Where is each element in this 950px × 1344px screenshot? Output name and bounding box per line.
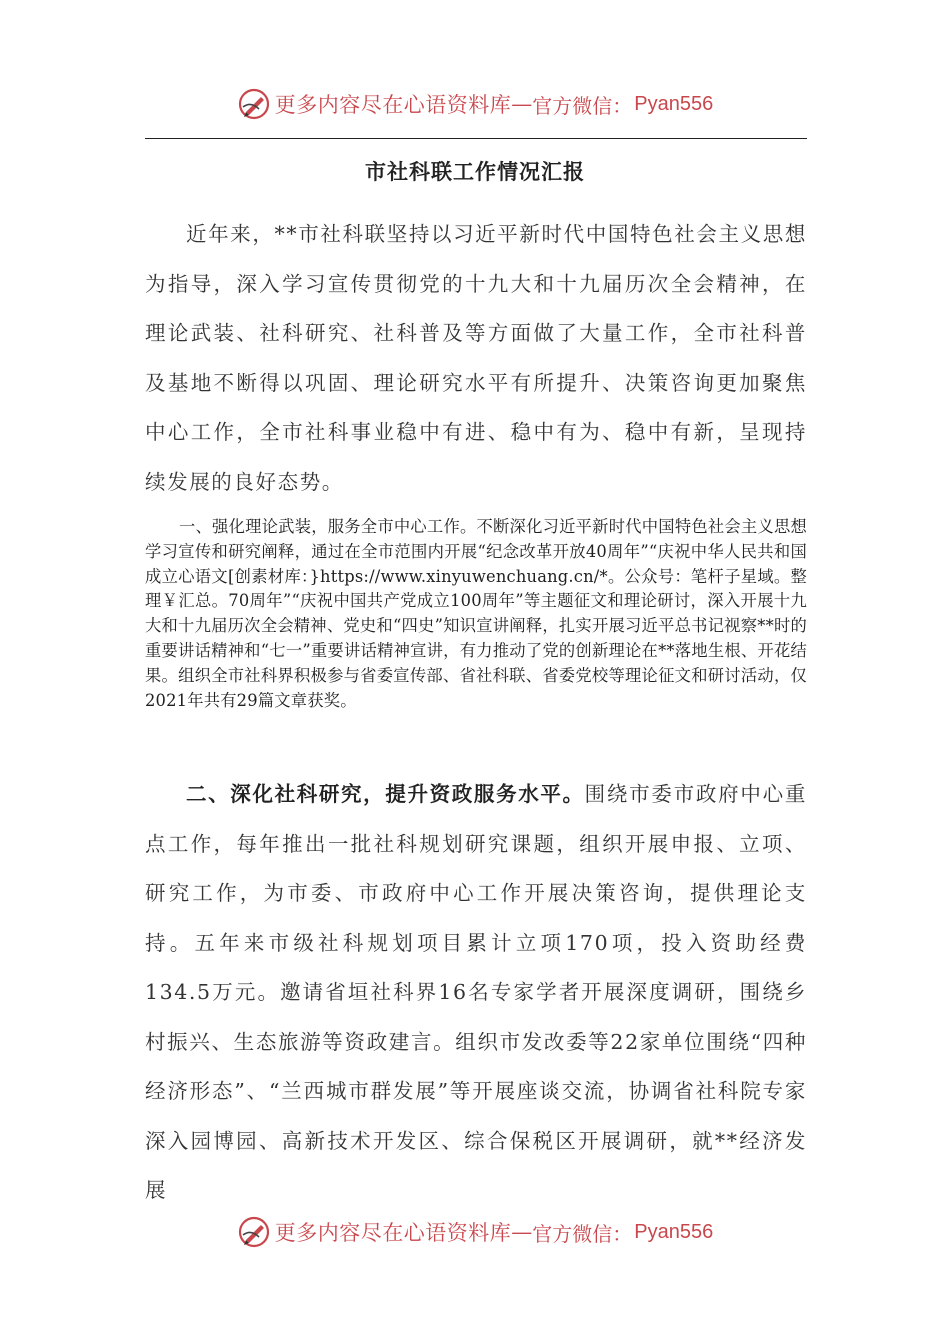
banner-wechat-id: Pyan556 [634,92,714,115]
banner-wechat-id: Pyan556 [634,1220,714,1243]
paragraph-section-two [145,770,807,1216]
paragraph-intro: 近年来，**市社科联坚持以习近平新时代中国特色社会主义思想为指导，深入学习宣传贯彻党的十九大和十九届历次全会精神，在理论武装、社科研究、社科普及等方面做了大量工作，全市社科普及基地不断得以巩固、理论研究水平有所提升、决策咨询更加聚焦中心工作，全市社科事业稳中有进、稳中有为、稳中有新，呈现持续发展的良好态势。 [145,222,807,494]
banner-text: 更多内容尽在心语资料库 [274,93,512,117]
header-rule [145,138,807,139]
banner-separator: — [511,92,533,116]
footer-banner [0,1212,950,1252]
banner-wechat-label: 官方微信： [532,93,633,118]
paragraph-section-one: 一、强化理论武装，服务全市中心工作。不断深化习近平新时代中国特色社会主义思想学习宣传和研究阐释，通过在全市范围内开展“纪念改革开放40周年”“庆祝中华人民共和国成立心语文[创素材库：}https://www.xinyuwenchuang.cn/*。公众号：笔杆子星域。整理￥汇总。70周年”“庆祝中国共产党成立100周年”等主题征文和理论研讨，深入开展十九大和十九届历次全会精神、党史和“四史”知识宣讲阐释，扎实开展习近平总书记视察**时的重要讲话精神和“七一”重要讲话精神宣讲，有力推动了党的创新理论在**落地生根、开花结果。组织全市社科界积极参与省委宣传部、省社科联、省委党校等理论征文和研讨活动，仅2021年共有29篇文章获奖。 [145,517,807,710]
pen-logo-icon [237,87,271,121]
header-banner [0,84,950,124]
pen-logo-icon [237,1215,271,1249]
banner-wechat-label: 官方微信： [532,1221,633,1246]
section-two-heading: 二、深化社科研究，提升资政服务水平。 [186,782,585,806]
banner-separator: — [511,1220,533,1244]
banner-text: 更多内容尽在心语资料库 [274,1221,512,1245]
document-title: 市社科联工作情况汇报 [365,160,585,184]
section-two-body: 围绕市委市政府中心重点工作，每年推出一批社科规划研究课题，组织开展申报、立项、研究工作，为市委、市政府中心工作开展决策咨询，提供理论支持。五年来市级社科规划项目累计立项170项，投入资助经费134.5万元。邀请省垣社科界16名专家学者开展深度调研，围绕乡村振兴、生态旅游等资政建言。组织市发改委等22家单位围绕“四种经济形态”、“兰西城市群发展”等开展座谈交流，协调省社科院专家深入园博园、高新技术开发区、综合保税区开展调研，就**经济发展 [145,782,808,1202]
